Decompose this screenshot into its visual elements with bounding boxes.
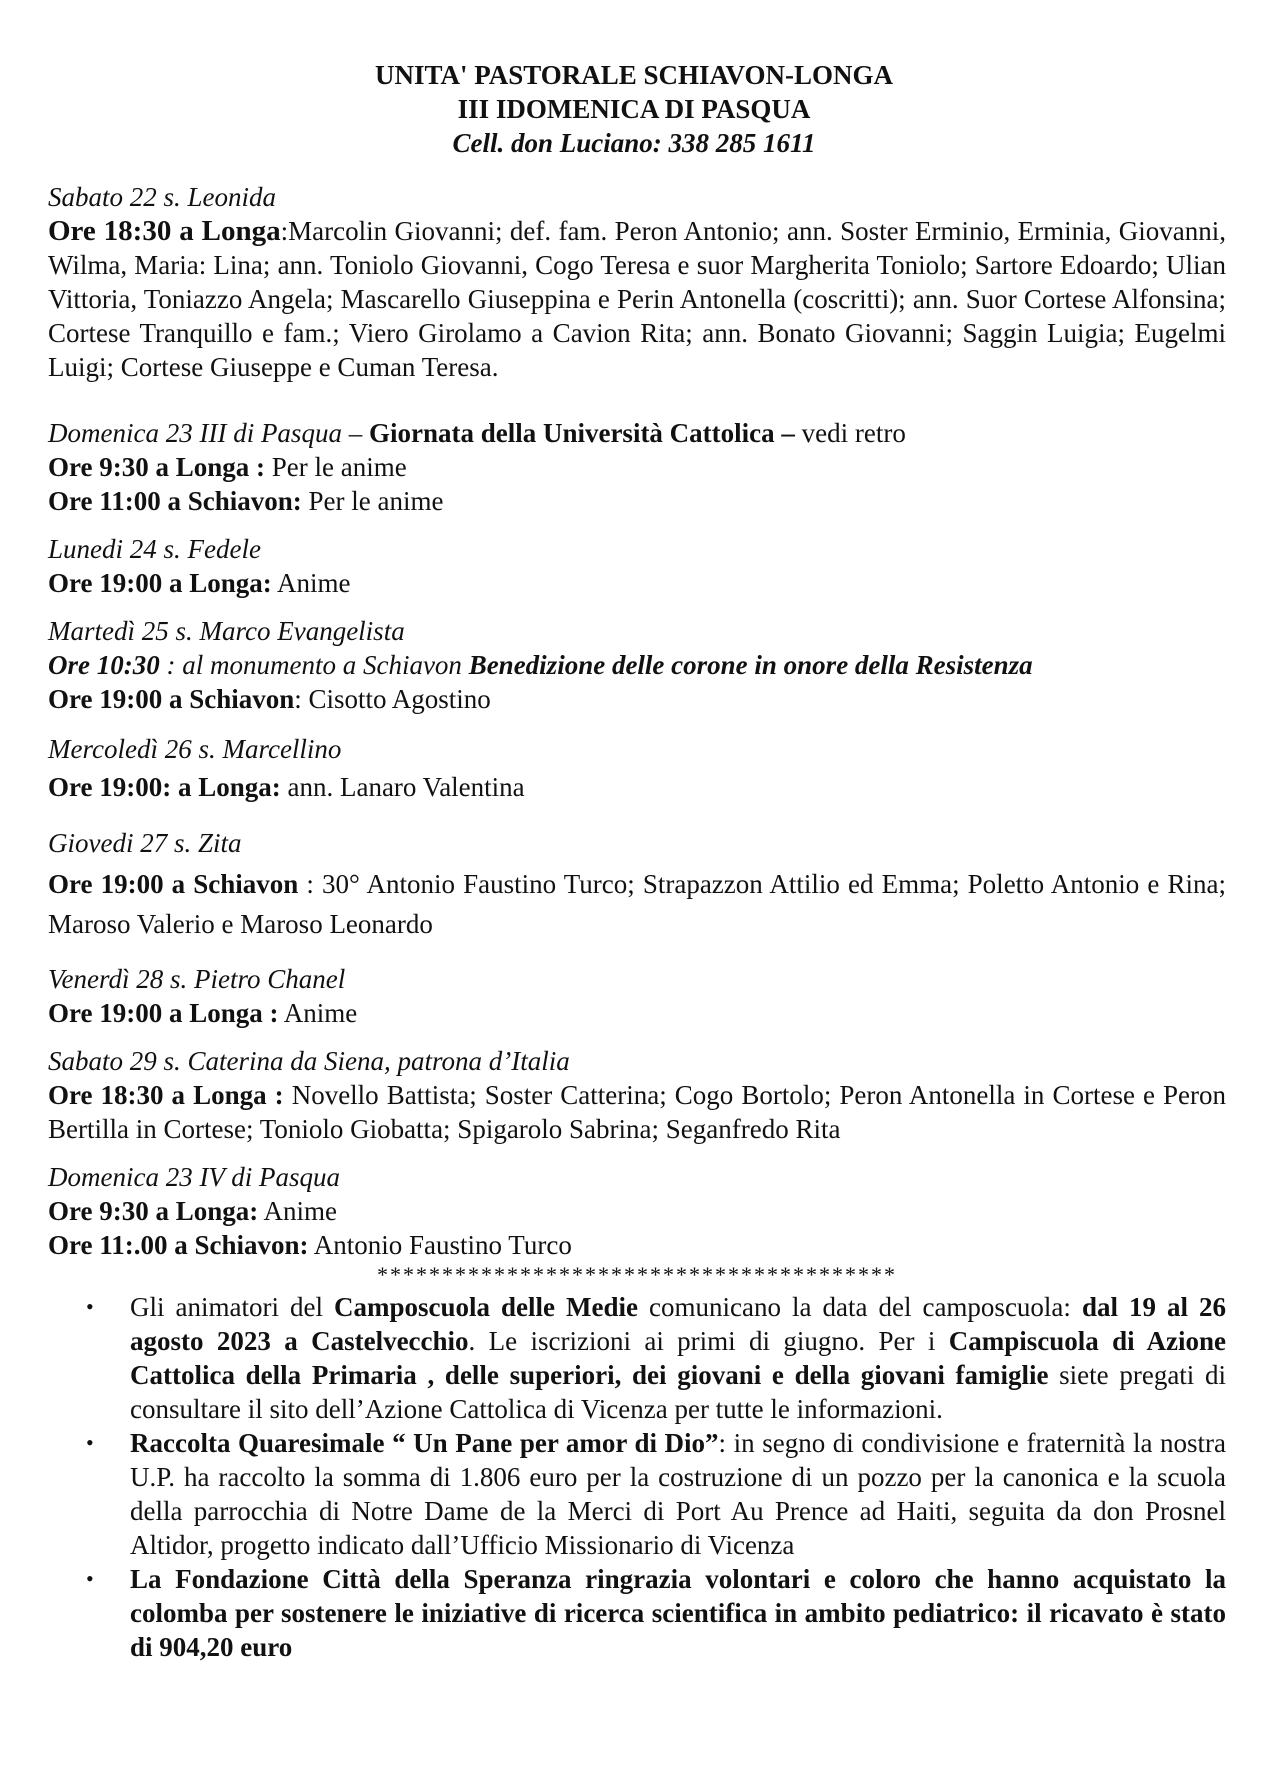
star-separator: **************************************** [377, 1262, 897, 1287]
day-title: Sabato 22 s. Leonida [48, 182, 277, 212]
mass-time: Ore 18:30 a Longa : [48, 1080, 284, 1110]
day-title-line [48, 416, 1226, 450]
notice-bold: La Fondazione Città della Speranza ringrazia volontari e coloro che hanno acquistato la colomba per sostenere le iniziative di ricerca scientifica in ambito pediatrico: il ricavato è stato di 904,20 euro [130, 1564, 1226, 1662]
day-title: Venerdì 28 s. Pietro Chanel [48, 964, 346, 994]
day-wednesday-26 [48, 732, 1226, 804]
mass-entry [48, 484, 1226, 518]
mass-intentions: Anime [258, 1196, 337, 1226]
notice-bold: Camposcuola delle Medie [334, 1292, 638, 1322]
mass-intentions: Anime [278, 998, 358, 1028]
day-friday-28 [48, 962, 1226, 1030]
mass-entry [48, 566, 1226, 600]
notice-bold: Campiscuola di Azione Cattolica della Primaria , delle superiori, dei giovani e della giovani famiglie [130, 1326, 1227, 1390]
mass-intentions: ann. Lanaro Valentina [280, 772, 525, 802]
day-title: Sabato 29 s. Caterina da Siena, patrona d’Italia [48, 1046, 570, 1076]
day-title: Giovedi 27 s. Zita [48, 828, 242, 858]
mass-entry [48, 770, 1226, 804]
mass-entry [48, 450, 1226, 484]
mass-time: Ore 19:00 a Longa: [48, 568, 272, 598]
day-tuesday-25 [48, 614, 1226, 716]
mass-time: Ore 19:00 a Schiavon [48, 869, 299, 899]
mass-entry [48, 214, 1226, 384]
day-title: Mercoledì 26 s. Marcellino [48, 734, 342, 764]
mass-intentions: : 30° Antonio Faustino Turco; Strapazzon Attilio ed Emma; Poletto Antonio e Rina; Maroso Valerio e Maroso Leonardo [48, 869, 1226, 939]
day-sunday-23 [48, 416, 1226, 518]
mass-time: Ore 19:00: a Longa: [48, 772, 281, 802]
bulletin-header [42, 58, 1226, 160]
mass-time: Ore 19:00 a Schiavon [48, 684, 295, 714]
mass-intentions: Anime [271, 568, 351, 598]
notice-text: comunicano la data del camposcuola: [638, 1292, 1082, 1322]
mass-intentions: : al monumento a Schiavon [159, 650, 469, 680]
day-saturday-29 [48, 1044, 1226, 1146]
mass-entry [48, 648, 1226, 682]
parish-title: UNITA' PASTORALE SCHIAVON-LONGA [374, 60, 894, 90]
day-title: Lunedi 24 s. Fedele [48, 534, 261, 564]
notice-bold: dal 19 al 26 agosto 2023 a Castelvecchio [130, 1292, 1226, 1356]
bullet-icon: • [86, 1566, 94, 1591]
mass-entry [48, 682, 1226, 716]
mass-time: Ore 9:30 a Longa : [48, 452, 265, 482]
mass-time: Ore 11:00 a Schiavon: [48, 486, 302, 516]
sunday-title: III IDOMENICA DI PASQUA [457, 94, 811, 124]
bullet-icon: • [86, 1294, 94, 1319]
day-sunday-iv [48, 1160, 1226, 1262]
notice-text: Gli animatori del [130, 1292, 334, 1322]
mass-intentions: Per le anime [265, 452, 407, 482]
mass-entry [48, 1078, 1226, 1146]
mass-intentions: Antonio Faustino Turco [308, 1230, 572, 1260]
mass-time: Ore 18:30 a Longa [48, 215, 281, 247]
mass-time: Ore 9:30 a Longa: [48, 1196, 259, 1226]
day-thursday-27 [48, 826, 1226, 944]
day-title: Domenica 23 III di Pasqua [48, 418, 342, 448]
bullet-icon: • [86, 1430, 94, 1455]
bulletin-page [48, 58, 1226, 1664]
mass-entry [48, 996, 1226, 1030]
day-event: Giornata della Università Cattolica – [368, 418, 795, 448]
mass-entry [48, 1228, 1226, 1262]
day-saturday-22 [48, 180, 1226, 384]
mass-intentions: Novello Battista; Soster Catterina; Cogo Bortolo; Peron Antonella in Cortese e Peron Bertilla in Cortese; Toniolo Giobatta; Spigarolo Sabrina; Seganfredo Rita [48, 1080, 1226, 1144]
day-event-note: vedi retro [794, 418, 906, 448]
mass-intentions: : Cisotto Agostino [294, 684, 491, 714]
notice-fondazione [86, 1562, 1226, 1664]
day-title: Domenica 23 IV di Pasqua [48, 1162, 340, 1192]
notice-camposcuola [86, 1290, 1227, 1426]
mass-time: Ore 11:.00 a Schiavon: [48, 1230, 309, 1260]
mass-time: Ore 10:30 [48, 650, 160, 680]
mass-entry [48, 864, 1226, 944]
notices-list [48, 1290, 1226, 1664]
day-monday-24 [48, 532, 1226, 600]
title-dash: – [341, 418, 369, 448]
notice-bold: Raccolta Quaresimale “ Un Pane per amor di Dio” [130, 1428, 719, 1458]
notice-raccolta-quaresimale [86, 1426, 1226, 1562]
notice-text: : in segno di condivisione e fraternità la nostra U.P. ha raccolto la somma di 1.806 euro per la costruzione di un pozzo per la canonica e la scuola della parrocchia di Notre Dame de la Merci di Port Au Prence ad Haiti, seguita da don Prosnel Altidor, progetto indicato dall’Ufficio Missionario di Vicenza [130, 1428, 1226, 1560]
notice-text: siete pregati di consultare il sito dell’Azione Cattolica di Vicenza per tutte le informazioni. [130, 1360, 1226, 1424]
contact-phone: Cell. don Luciano: 338 285 1611 [452, 128, 816, 158]
event-highlight: Benedizione delle corone in onore della Resistenza [468, 650, 1033, 680]
mass-entry [48, 1194, 1226, 1228]
mass-intentions: :Marcolin Giovanni; def. fam. Peron Antonio; ann. Soster Erminio, Erminia, Giovanni, Wilma, Maria: Lina; ann. Toniolo Giovanni, Cogo Teresa e suor Margherita Toniolo; Sartore Edoardo; Ulian Vittoria, Toniazzo Angela; Mascarello Giuseppina e Perin Antonella (coscritti); ann. Suor Cortese Alfonsina; Cortese Tranquillo e fam.; Viero Girolamo a Cavion Rita; ann. Bonato Giovanni; Saggin Luigia; Eugelmi Luigi; Cortese Giuseppe e Cuman Teresa. [48, 216, 1227, 382]
mass-time: Ore 19:00 a Longa : [48, 998, 279, 1028]
notice-text: . Le iscrizioni ai primi di giugno. Per i [468, 1326, 949, 1356]
day-title: Martedì 25 s. Marco Evangelista [48, 616, 405, 646]
mass-intentions: Per le anime [301, 486, 444, 516]
